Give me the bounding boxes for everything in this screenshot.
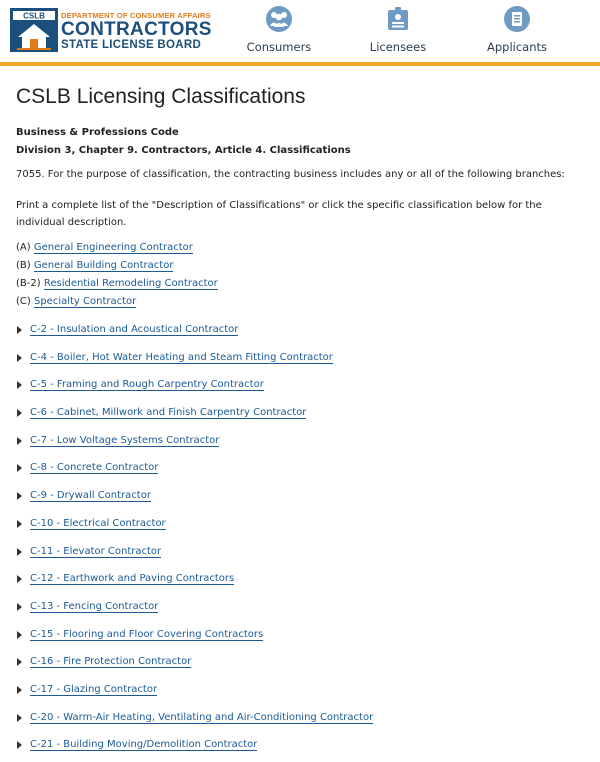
expand-triangle-icon[interactable] — [17, 492, 22, 500]
nav-licensees-label: Licensees — [369, 40, 427, 54]
logo-dept-text: DEPARTMENT OF CONSUMER AFFAIRS — [61, 11, 211, 20]
classification-prefix: (C) — [16, 296, 31, 307]
nav-consumers-label: Consumers — [246, 40, 312, 54]
specialty-classification-link[interactable]: C-9 - Drywall Contractor — [30, 490, 151, 502]
main-classifications-list — [16, 239, 588, 311]
specialty-classification-link[interactable]: C-8 - Concrete Contractor — [30, 462, 159, 474]
expand-triangle-icon[interactable] — [17, 741, 22, 749]
list-item — [16, 257, 588, 275]
expandable-list-item[interactable] — [16, 566, 588, 594]
expand-triangle-icon[interactable] — [17, 575, 22, 583]
specialty-classification-link[interactable]: C-4 - Boiler, Hot Water Heating and Steam Fitting Contractor — [30, 351, 333, 363]
id-badge-icon — [385, 6, 411, 32]
specialty-classification-link[interactable]: C-17 - Glazing Contractor — [30, 683, 158, 695]
main-content — [16, 84, 588, 760]
specialty-classification-link[interactable]: C-5 - Framing and Rough Carpentry Contractor — [30, 379, 264, 391]
cslb-logo[interactable] — [9, 7, 214, 55]
expand-triangle-icon[interactable] — [17, 464, 22, 472]
expand-triangle-icon[interactable] — [17, 631, 22, 639]
expandable-list-item[interactable] — [16, 317, 588, 345]
expandable-list-item[interactable] — [16, 649, 588, 677]
page-title: CSLB Licensing Classifications — [16, 85, 306, 108]
expandable-list-item[interactable] — [16, 539, 588, 567]
specialty-classifications-list — [16, 317, 588, 760]
specialty-classification-link[interactable]: C-7 - Low Voltage Systems Contractor — [30, 434, 220, 446]
list-item — [16, 239, 588, 257]
expand-triangle-icon[interactable] — [17, 354, 22, 362]
expandable-list-item[interactable] — [16, 372, 588, 400]
specialty-classification-link[interactable]: C-12 - Earthwork and Paving Contractors — [30, 573, 235, 585]
expand-triangle-icon[interactable] — [17, 520, 22, 528]
specialty-classification-link[interactable]: C-6 - Cabinet, Millwork and Finish Carpentry Contractor — [30, 407, 307, 419]
classification-link-c[interactable]: Specialty Contractor — [33, 296, 137, 307]
specialty-classification-link[interactable]: C-11 - Elevator Contractor — [30, 545, 162, 557]
site-header — [0, 0, 600, 66]
list-item — [16, 293, 588, 311]
classification-prefix: (B) — [16, 260, 31, 271]
specialty-classification-link[interactable]: C-21 - Building Moving/Demolition Contractor — [30, 739, 258, 751]
expand-triangle-icon[interactable] — [17, 714, 22, 722]
print-note-paragraph: Print a complete list of the "Description of Classifications" or click the specific classification below for the individual description. — [16, 200, 542, 228]
nav-licensees[interactable] — [343, 6, 453, 58]
expandable-list-item[interactable] — [16, 400, 588, 428]
code-section: Division 3, Chapter 9. Contractors, Article 4. Classifications — [16, 145, 351, 156]
expandable-list-item[interactable] — [16, 677, 588, 705]
expand-triangle-icon[interactable] — [17, 381, 22, 389]
nav-applicants[interactable] — [462, 6, 572, 58]
logo-title-text: CONTRACTORS — [61, 19, 212, 40]
nav-applicants-label: Applicants — [486, 40, 547, 54]
expandable-list-item[interactable] — [16, 345, 588, 373]
code-reference — [16, 124, 588, 160]
expandable-list-item[interactable] — [16, 511, 588, 539]
expandable-list-item[interactable] — [16, 455, 588, 483]
expand-triangle-icon[interactable] — [17, 326, 22, 334]
svg-text:CSLB: CSLB — [23, 11, 45, 21]
expand-triangle-icon[interactable] — [17, 409, 22, 417]
expandable-list-item[interactable] — [16, 705, 588, 733]
cslb-seal-logo — [9, 7, 59, 53]
expandable-list-item[interactable] — [16, 622, 588, 650]
expandable-list-item[interactable] — [16, 483, 588, 511]
expand-triangle-icon[interactable] — [17, 658, 22, 666]
code-title: Business & Professions Code — [16, 127, 179, 138]
specialty-classification-link[interactable]: C-20 - Warm-Air Heating, Ventilating and Air-Conditioning Contractor — [30, 711, 374, 723]
intro-paragraph: 7055. For the purpose of classification, the contracting business includes any or all of the following branches: — [16, 169, 565, 180]
nav-consumers[interactable] — [224, 6, 334, 58]
expandable-list-item[interactable] — [16, 594, 588, 622]
expand-triangle-icon[interactable] — [17, 437, 22, 445]
classification-link-b[interactable]: General Building Contractor — [33, 260, 174, 271]
expandable-list-item[interactable] — [16, 428, 588, 456]
expand-triangle-icon[interactable] — [17, 548, 22, 556]
classification-prefix: (A) — [16, 242, 31, 253]
people-icon — [266, 6, 292, 32]
document-icon — [504, 6, 530, 32]
expand-triangle-icon[interactable] — [17, 603, 22, 611]
specialty-classification-link[interactable]: C-16 - Fire Protection Contractor — [30, 656, 192, 668]
classification-prefix: (B-2) — [16, 278, 41, 289]
classification-link-a[interactable]: General Engineering Contractor — [33, 242, 193, 253]
expand-triangle-icon[interactable] — [17, 686, 22, 694]
logo-subtitle-text: STATE LICENSE BOARD — [61, 39, 202, 51]
expandable-list-item[interactable] — [16, 732, 588, 760]
specialty-classification-link[interactable]: C-10 - Electrical Contractor — [30, 517, 166, 529]
specialty-classification-link[interactable]: C-15 - Flooring and Floor Covering Contractors — [30, 628, 264, 640]
specialty-classification-link[interactable]: C-13 - Fencing Contractor — [30, 600, 159, 612]
classification-link-b2[interactable]: Residential Remodeling Contractor — [43, 278, 218, 289]
specialty-classification-link[interactable]: C-2 - Insulation and Acoustical Contractor — [30, 324, 239, 335]
list-item — [16, 275, 588, 293]
